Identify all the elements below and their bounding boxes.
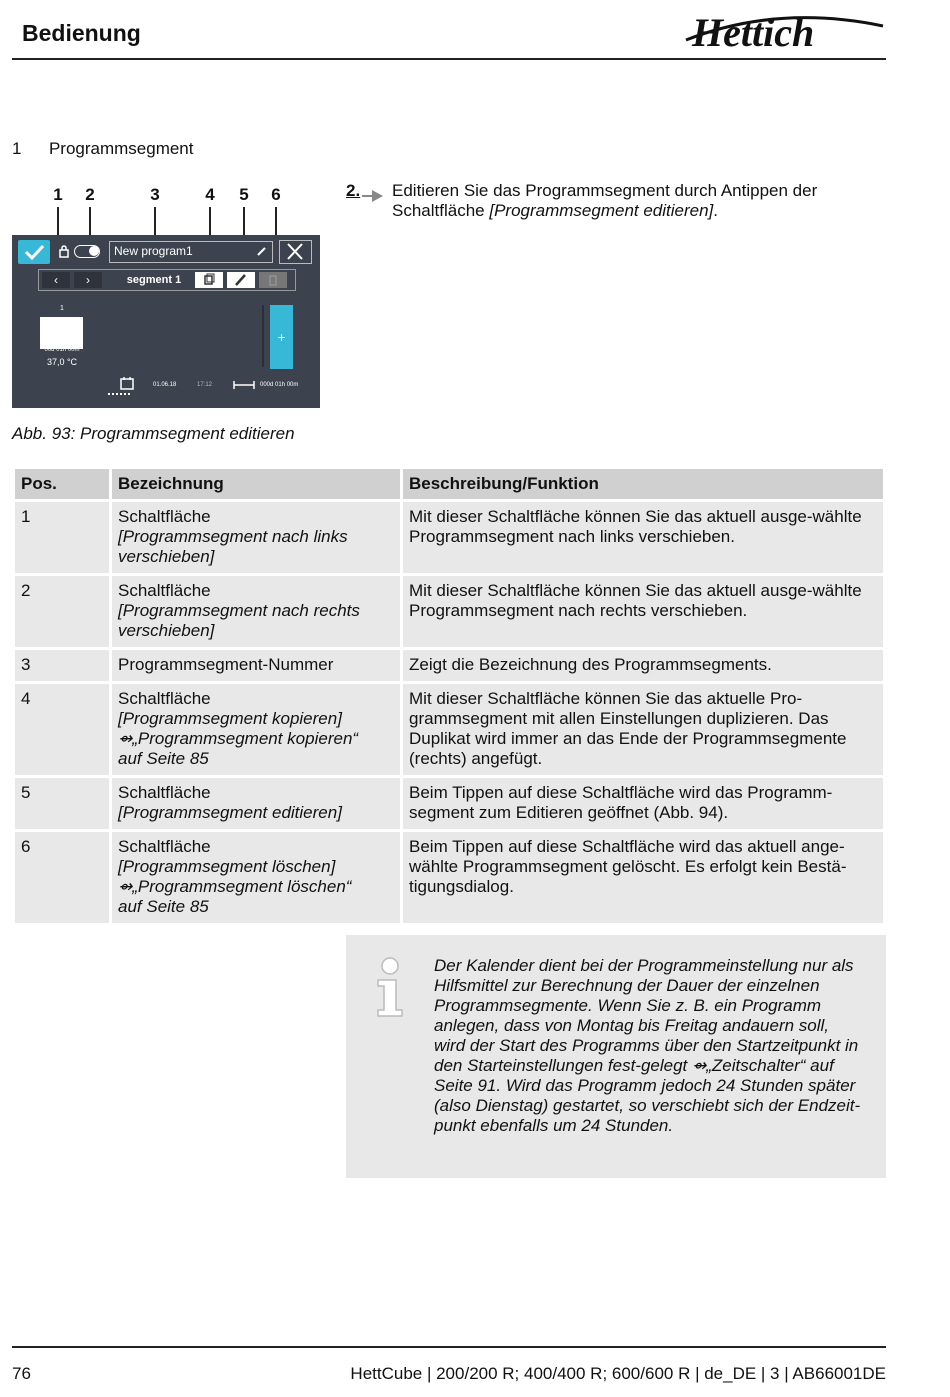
callout-1: 1 xyxy=(53,185,63,204)
add-segment-button[interactable] xyxy=(270,305,293,369)
row-description: Mit dieser Schaltfläche können Sie das aktuelle Pro-grammsegment mit allen Einstellungen duplizieren. Das Duplikat wird immer an das Ende der Programmsegmente (rechts) angefügt. xyxy=(403,684,883,775)
callout-4: 4 xyxy=(205,185,215,204)
link-arrow-icon: ⇴ xyxy=(118,877,133,896)
device-screen xyxy=(12,235,320,408)
chevron-left-icon: ‹ xyxy=(54,273,58,287)
move-right-button[interactable] xyxy=(74,272,102,288)
link-arrow-icon: ⇴ xyxy=(118,729,133,748)
row-designation xyxy=(112,502,400,573)
function-table xyxy=(12,466,886,926)
row-designation xyxy=(112,832,400,923)
status-total-duration: 000d 01h 00m xyxy=(260,382,299,388)
info-text xyxy=(434,956,864,1136)
row-description: Mit dieser Schaltfläche können Sie das aktuell ausge-wählte Programmsegment nach links verschieben. xyxy=(403,502,883,573)
move-left-button[interactable] xyxy=(42,272,70,288)
row-name: Schaltfläche xyxy=(118,581,211,600)
row-name: Schaltfläche xyxy=(118,507,211,526)
copy-segment-button[interactable] xyxy=(195,272,223,288)
segment-card[interactable] xyxy=(40,317,83,349)
row-description: Beim Tippen auf diese Schaltfläche wird das Programm-segment zum Editieren geöffnet (Abb. 94). xyxy=(403,778,883,829)
program-name-field[interactable] xyxy=(109,241,273,263)
close-button[interactable] xyxy=(279,240,312,264)
step-number: 2. xyxy=(346,181,361,200)
callout-5: 5 xyxy=(239,185,249,204)
row-pos: 6 xyxy=(15,832,109,923)
column-header-desc: Beschreibung/Funktion xyxy=(403,469,883,499)
row-pos: 4 xyxy=(15,684,109,775)
table-row xyxy=(15,832,883,923)
figure-label-number: 1 xyxy=(12,139,22,158)
header-rule xyxy=(12,58,886,60)
row-pos: 2 xyxy=(15,576,109,647)
segment-index: 1 xyxy=(60,305,64,312)
row-pos: 5 xyxy=(15,778,109,829)
close-icon xyxy=(280,241,310,262)
status-time: 17:12 xyxy=(197,382,213,388)
chevron-right-icon: › xyxy=(86,273,90,287)
callout-3: 3 xyxy=(150,185,160,204)
column-header-pos: Pos. xyxy=(15,469,109,499)
callout-2: 2 xyxy=(85,185,95,204)
segment-duration: 00d 01h 00m xyxy=(44,347,80,353)
row-name-italic: [Programmsegment kopieren] xyxy=(118,709,342,728)
row-name: Schaltfläche xyxy=(118,689,211,708)
row-description: Zeigt die Bezeichnung des Programmsegments. xyxy=(403,650,883,681)
row-reference-page: auf Seite 85 xyxy=(118,897,209,916)
row-name: Schaltfläche xyxy=(118,837,211,856)
table-row xyxy=(15,684,883,775)
figure-label xyxy=(12,139,194,159)
row-name-italic: [Programmsegment löschen] xyxy=(118,857,336,876)
row-description: Beim Tippen auf diese Schaltfläche wird das aktuell ange-wählte Programmsegment gelöscht. Es erfolgt kein Bestä-tigungsdialog. xyxy=(403,832,883,923)
duration-icon xyxy=(232,380,256,390)
info-text-part2: . Wird das Programm jedoch 24 Stunden später (also Dienstag) gestartet, so verschiebt sich der Endzeit-punkt ebenfalls um 24 Stunden. xyxy=(434,1076,861,1135)
segment-number-label: segment 1 xyxy=(126,274,182,286)
trash-icon xyxy=(259,272,287,288)
row-reference-text: „Programmsegment löschen“ xyxy=(132,877,352,896)
row-name: Schaltfläche xyxy=(118,783,211,802)
row-designation xyxy=(112,576,400,647)
delete-segment-button[interactable] xyxy=(259,272,287,288)
table-row xyxy=(15,576,883,647)
footer-rule xyxy=(12,1346,886,1348)
pencil-icon xyxy=(256,245,268,257)
row-designation xyxy=(112,684,400,775)
page-number: 76 xyxy=(12,1364,31,1383)
table-row xyxy=(15,650,883,681)
row-reference-text: „Programmsegment kopieren“ xyxy=(132,729,359,748)
confirm-button[interactable] xyxy=(18,240,50,264)
step-instruction xyxy=(392,181,872,221)
step-text-italic: [Programmsegment editieren] xyxy=(489,201,714,220)
row-reference-link[interactable] xyxy=(118,729,358,768)
document-reference: HettCube | 200/200 R; 400/400 R; 600/600 R | de_DE | 3 | AB66001DE xyxy=(350,1364,886,1383)
row-pos: 1 xyxy=(15,502,109,573)
status-date: 01.06.18 xyxy=(153,382,177,388)
figure-label-text: Programmsegment xyxy=(48,139,194,158)
row-designation xyxy=(112,650,400,681)
step-arrow-icon xyxy=(362,187,384,203)
calendar-dots xyxy=(108,393,130,397)
row-name-italic: [Programmsegment nach rechts verschieben] xyxy=(118,601,360,640)
row-name: Programmsegment-Nummer xyxy=(118,655,334,674)
row-name-italic: [Programmsegment nach links verschieben] xyxy=(118,527,348,566)
table-row xyxy=(15,778,883,829)
table-header-row xyxy=(15,469,883,499)
info-reference-link[interactable]: „Zeitschalter“ auf Seite 91 xyxy=(434,1056,834,1095)
table-row xyxy=(15,502,883,573)
timeline-divider xyxy=(262,305,264,367)
row-reference-page: auf Seite 85 xyxy=(118,749,209,768)
plus-icon: + xyxy=(277,329,286,345)
row-designation xyxy=(112,778,400,829)
calendar-icon xyxy=(120,376,134,390)
row-name-italic: [Programmsegment editieren] xyxy=(118,803,342,822)
column-header-name: Bezeichnung xyxy=(112,469,400,499)
pencil-icon xyxy=(227,272,255,288)
segment-temperature: 37,0 °C xyxy=(46,357,78,367)
link-arrow-icon: ⇴ xyxy=(692,1056,707,1075)
hettich-logo xyxy=(678,6,888,52)
logo-text: Hettich xyxy=(692,10,815,52)
info-text-part1: Der Kalender dient bei der Programmeinstellung nur als Hilfsmittel zur Berechnung der Dauer der einzelnen Programmsegmente. Wenn Sie z. B. ein Programm anlegen, dass von Montag bis Freitag andauern soll, wird der Start des Programms über den Startzeitpunkt in den Starteinstellungen fest-gelegt xyxy=(434,956,859,1075)
row-description: Mit dieser Schaltfläche können Sie das aktuell ausge-wählte Programmsegment nach rechts verschieben. xyxy=(403,576,883,647)
copy-icon xyxy=(195,272,223,288)
checkmark-icon xyxy=(18,240,50,264)
program-name: New program1 xyxy=(114,244,193,258)
row-reference-link[interactable] xyxy=(118,877,351,916)
step-text-after: . xyxy=(713,201,719,220)
row-pos: 3 xyxy=(15,650,109,681)
info-icon xyxy=(370,956,410,1020)
figure-caption: Abb. 93: Programmsegment editieren xyxy=(12,424,295,443)
callout-6: 6 xyxy=(271,185,281,204)
edit-segment-button[interactable] xyxy=(227,272,255,288)
toggle-switch[interactable] xyxy=(74,245,100,258)
section-title: Bedienung xyxy=(22,20,141,46)
lock-icon xyxy=(58,244,70,258)
step-text-before: Editieren Sie das Programmsegment durch Antippen der Schaltfläche xyxy=(392,181,818,220)
